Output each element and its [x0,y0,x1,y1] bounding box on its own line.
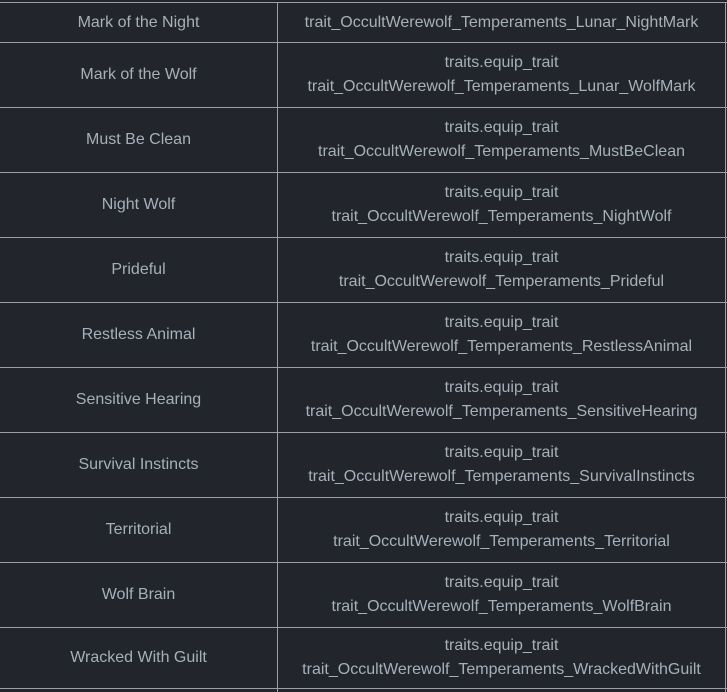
trait-name: Wracked With Guilt [70,649,207,666]
cheat-command-prefix: traits.equip_trait [444,379,559,396]
table-row [0,367,727,432]
cheat-code-cell [278,43,726,107]
cheat-code: trait_OccultWerewolf_Temperaments_Lunar_WolfMark [307,78,696,95]
trait-name: Prideful [111,261,166,278]
trait-name: Must Be Clean [86,131,191,148]
cheat-command-prefix: traits.equip_trait [444,509,559,526]
table-row [0,107,727,172]
cheat-code-cell [278,3,726,42]
cheat-code: trait_OccultWerewolf_Temperaments_Prideful [338,273,665,290]
table-row [0,497,727,562]
table-row [0,237,727,302]
cheat-code: trait_OccultWerewolf_Temperaments_SensitiveHearing [305,403,698,420]
trait-name: Restless Animal [81,326,196,343]
trait-name-cell [0,173,278,237]
table-row [0,432,727,497]
table-row [0,42,727,107]
cheat-code-cell [278,108,726,172]
table-row [0,302,727,367]
cheat-code-cell [278,563,726,627]
cheat-code-cell [278,628,726,688]
cheat-code: trait_OccultWerewolf_Temperaments_NightWolf [331,208,672,225]
cheat-code: trait_OccultWerewolf_Temperaments_SurvivalInstincts [308,468,695,485]
trait-name: Survival Instincts [78,456,199,473]
cheat-command-prefix: traits.equip_trait [444,184,559,201]
cheat-code: trait_OccultWerewolf_Temperaments_RestlessAnimal [310,338,693,355]
cheat-command-prefix: traits.equip_trait [444,574,559,591]
trait-name-cell [0,563,278,627]
trait-name-cell [0,433,278,497]
cheat-code-cell [278,433,726,497]
trait-name-cell [0,628,278,688]
cheat-command-prefix: traits.equip_trait [444,119,559,136]
cheat-code-cell [278,368,726,432]
cheat-code: trait_OccultWerewolf_Temperaments_Lunar_NightMark [304,13,699,31]
table-row [0,172,727,237]
trait-name-cell [0,238,278,302]
trait-name: Mark of the Night [77,13,200,31]
trait-name-cell [0,43,278,107]
trait-name-cell [0,498,278,562]
cheat-command-prefix: traits.equip_trait [444,637,559,654]
trait-name: Sensitive Hearing [75,391,202,408]
cheat-code-cell [278,173,726,237]
trait-name-cell [0,108,278,172]
trait-name: Night Wolf [101,196,176,213]
cheat-command-prefix: traits.equip_trait [444,444,559,461]
trait-name-cell [0,303,278,367]
cheat-code: trait_OccultWerewolf_Temperaments_Territorial [333,533,670,550]
table-row [0,627,727,688]
clipped-next-row [0,688,727,692]
cheat-code: trait_OccultWerewolf_Temperaments_MustBeClean [318,143,685,160]
cheat-code-cell [278,238,726,302]
trait-name-cell [0,368,278,432]
cheat-command-prefix: traits.equip_trait [444,249,559,266]
cheat-code-cell [278,303,726,367]
table-row [0,2,727,42]
trait-name: Territorial [105,521,172,538]
cheat-command-prefix: traits.equip_trait [444,54,559,71]
cheat-code-cell [278,498,726,562]
trait-name-cell [0,3,278,42]
cheat-code: trait_OccultWerewolf_Temperaments_WrackedWithGuilt [302,661,701,678]
trait-name: Mark of the Wolf [80,66,197,83]
cheat-command-prefix: traits.equip_trait [444,314,559,331]
trait-name: Wolf Brain [101,586,176,603]
cheat-code: trait_OccultWerewolf_Temperaments_WolfBrain [331,598,672,615]
table-row [0,562,727,627]
